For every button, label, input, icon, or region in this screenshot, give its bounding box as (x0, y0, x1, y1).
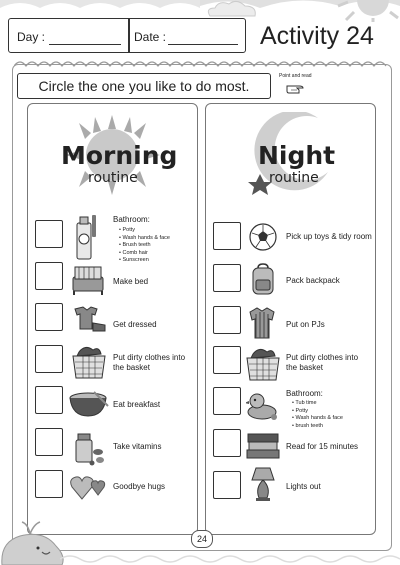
night-item-1-label: Pick up toys & tidy room (286, 232, 372, 241)
night-checkbox-4[interactable] (213, 346, 241, 374)
frame-scallop (14, 58, 388, 68)
morning-item-5-label: Eat breakfast (113, 400, 161, 409)
cloud-icon (205, 0, 260, 20)
night-checkbox-1[interactable] (213, 222, 241, 250)
backpack-icon (250, 262, 276, 296)
morning-checkbox-5[interactable] (35, 386, 63, 414)
activity-title: Activity 24 (260, 22, 374, 50)
books-icon (245, 432, 281, 460)
night-item-5-label: Bathroom: (286, 389, 323, 398)
night-checkbox-3[interactable] (213, 306, 241, 334)
morning-subtitle: routine (88, 170, 138, 186)
list-item: • brush teeth (292, 423, 343, 431)
night-checkbox-5[interactable] (213, 387, 241, 415)
hearts-icon (70, 473, 108, 501)
morning-checkbox-1[interactable] (35, 220, 63, 248)
night-item-7-label: Lights out (286, 482, 321, 491)
night-title: Night (258, 141, 336, 170)
list-item: • Potty (119, 227, 170, 235)
morning-item-2-label: Make bed (113, 277, 149, 286)
morning-checkbox-2[interactable] (35, 262, 63, 290)
list-item: • Comb hair (119, 250, 170, 258)
morning-item-7-label: Goodbye hugs (113, 482, 166, 491)
list-item: • Sunscreen (119, 257, 170, 265)
sun-decoration-icon (318, 0, 400, 22)
laundry-basket-icon (245, 346, 281, 382)
day-field[interactable] (49, 44, 121, 45)
list-item: • Wash hands & face (119, 235, 170, 243)
pointing-hand-icon (285, 81, 309, 95)
vitamins-icon (70, 430, 106, 466)
morning-title: Morning (61, 141, 178, 170)
night-checkbox-2[interactable] (213, 264, 241, 292)
rubber-duck-icon (246, 392, 280, 420)
instruction-box: Circle the one you like to do most. (17, 73, 271, 99)
night-checkbox-7[interactable] (213, 471, 241, 499)
night-item-3-label: Put on PJs (286, 320, 325, 329)
list-item: • Wash hands & face (292, 415, 343, 423)
date-field[interactable] (168, 44, 238, 45)
lamp-icon (250, 466, 276, 502)
night-subtitle: routine (269, 170, 319, 186)
night-item-6-label: Read for 15 minutes (286, 442, 359, 451)
night-checkbox-6[interactable] (213, 429, 241, 457)
night-item-5-sublist (292, 400, 343, 430)
morning-checkbox-4[interactable] (35, 345, 63, 373)
morning-item-1-sublist (119, 227, 170, 265)
waves-decoration (60, 553, 400, 565)
morning-item-1-label: Bathroom: (113, 215, 150, 224)
morning-checkbox-7[interactable] (35, 470, 63, 498)
date-label: Date : (134, 30, 167, 44)
morning-checkbox-3[interactable] (35, 303, 63, 331)
list-item: • Potty (292, 408, 343, 416)
laundry-basket-icon (71, 344, 107, 380)
night-item-2-label: Pack backpack (286, 276, 340, 285)
list-item: • Brush teeth (119, 242, 170, 250)
morning-item-6-label: Take vitamins (113, 442, 162, 451)
soccer-ball-icon (248, 222, 278, 252)
day-label: Day : (17, 30, 46, 44)
morning-checkbox-6[interactable] (35, 428, 63, 456)
page-number: 24 (191, 530, 213, 548)
night-item-4-label: Put dirty clothes into the basket (286, 353, 359, 372)
toothpaste-icon (73, 213, 99, 263)
header-divider (128, 18, 130, 53)
morning-item-3-label: Get dressed (113, 320, 157, 329)
pajamas-icon (247, 306, 277, 340)
list-item: • Tub time (292, 400, 343, 408)
bed-icon (71, 263, 105, 295)
morning-item-4-label: Put dirty clothes into the basket (113, 353, 186, 372)
point-and-read-label: Point and read (279, 73, 312, 79)
clothes-icon (71, 305, 107, 335)
cereal-bowl-icon (68, 390, 110, 418)
